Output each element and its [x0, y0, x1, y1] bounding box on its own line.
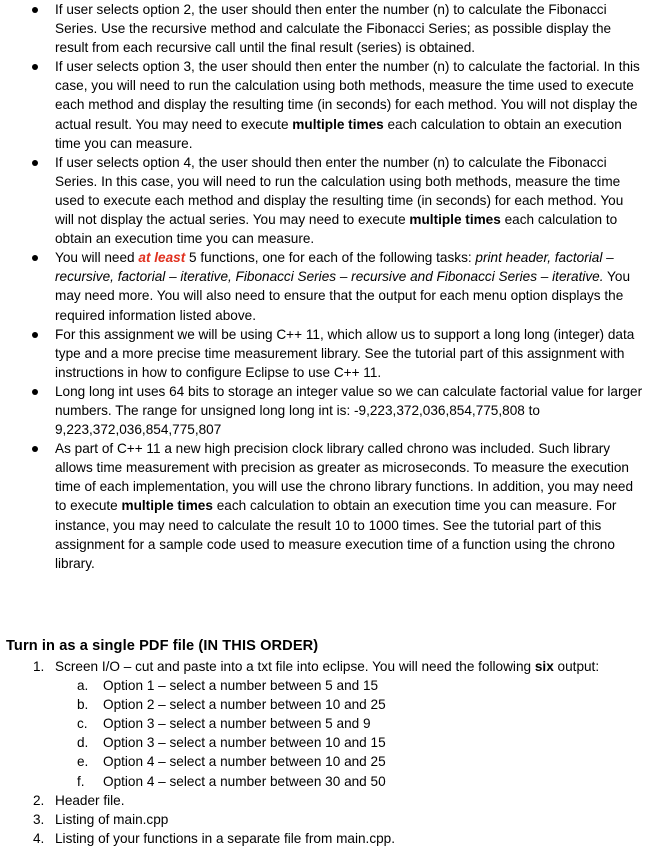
bullet-item: You will need at least 5 functions, one for each of the following tasks: print header, factorial – recursive, factorial – iterative, Fibonacci Series – recursive and Fibonacci Series – iterative. You may need more. You will also need to ensure that the output for each menu option displays the required information listed above. [0, 248, 665, 324]
turn-in-step: 4. Listing of your functions in a separate file from main.cpp. [0, 829, 665, 848]
bullet-item: If user selects option 3, the user should then enter the number (n) to calculate the factorial. In this case, you will need to run the calculation using both methods, measure the time used to execute each method and display the resulting time (in seconds) for each method. You will not display the actual result. You may need to execute multiple times each calculation to obtain an execution time you can measure. [0, 57, 665, 152]
turn-in-step: 2. Header file. [0, 791, 665, 810]
turn-in-heading: Turn in as a single PDF file (IN THIS ORDER) [6, 638, 319, 654]
step-number: 1. [33, 659, 45, 674]
emphasis-bold: multiple times [292, 116, 384, 132]
turn-in-step: 3. Listing of main.cpp [0, 810, 665, 829]
step-number: 2. [33, 792, 45, 808]
emphasis-red: at least [138, 250, 186, 266]
bullet-item: For this assignment we will be using C++ 11, which allow us to support a long long (integer) data type and a more precise time measurement library. See the tutorial part of this assignment with instructions in how to configure Eclipse to use C++ 11. [0, 325, 665, 382]
sub-item: a. Option 1 – select a number between 5 and 15 [77, 678, 379, 694]
bullet-item: Long long int uses 64 bits to storage an integer value so we can calculate factorial value for larger numbers. The range for unsigned long long int is: -9,223,372,036,854,775,808 to 9,223,372,036,854,775,807 [0, 382, 665, 439]
turn-in-list [0, 657, 665, 848]
sub-item: e. Option 4 – select a number between 10 and 25 [77, 754, 386, 770]
sub-item: f. Option 4 – select a number between 30 and 50 [77, 773, 386, 789]
bullet-item: If user selects option 2, the user should then enter the number (n) to calculate the Fibonacci Series. Use the recursive method and calculate the Fibonacci Series; as possible display the result from each recursive call until the final result (series) is obtained. [0, 0, 665, 57]
emphasis-bold: six [534, 659, 554, 674]
bullet-item: As part of C++ 11 a new high precision clock library called chrono was included. Such library allows time measurement with precision as greater as microseconds. To measure the execution time of each implementation, you will use the chrono library functions. In addition, you may need to execute multiple times each calculation to obtain an execution time you can measure. For instance, you may need to calculate the result 10 to 1000 times. See the tutorial part of this assignment for a sample code used to measure execution time of a function using the chrono library. [0, 439, 665, 573]
turn-in-step: 1. Screen I/O – cut and paste into a txt file into eclipse. You will need the following six output: a. Option 1 – select a number between 5 and 15 b. Option 2 – select a number between 10 and 25 c. Option 3 – select a number between 5 and 9 d. Option 3 – select a number between 10 and 15 e. Option 4 – select a number between 10 and 25 f. Option 4 – select a number between 30 and 50 [0, 657, 665, 791]
sub-item: d. Option 3 – select a number between 10 and 15 [77, 735, 386, 751]
step-number: 3. [33, 811, 45, 827]
emphasis-bold: multiple times [409, 212, 501, 228]
bullet-item: If user selects option 4, the user should then enter the number (n) to calculate the Fibonacci Series. In this case, you will need to run the calculation using both methods, measure the time used to execute each method and display the resulting time (in seconds) for each method. You will not display the actual series. You may need to execute multiple times each calculation to obtain an execution time you can measure. [0, 153, 665, 248]
output-sublist [55, 676, 665, 791]
emphasis-italic: print header, factorial – recursive, factorial – iterative, Fibonacci Series – recursive and Fibonacci Series – iterative. [55, 250, 614, 285]
emphasis-bold: multiple times [121, 498, 213, 514]
step-number: 4. [33, 830, 45, 846]
sub-item: b. Option 2 – select a number between 10 and 25 [77, 697, 386, 713]
sub-item: c. Option 3 – select a number between 5 and 9 [77, 716, 371, 732]
